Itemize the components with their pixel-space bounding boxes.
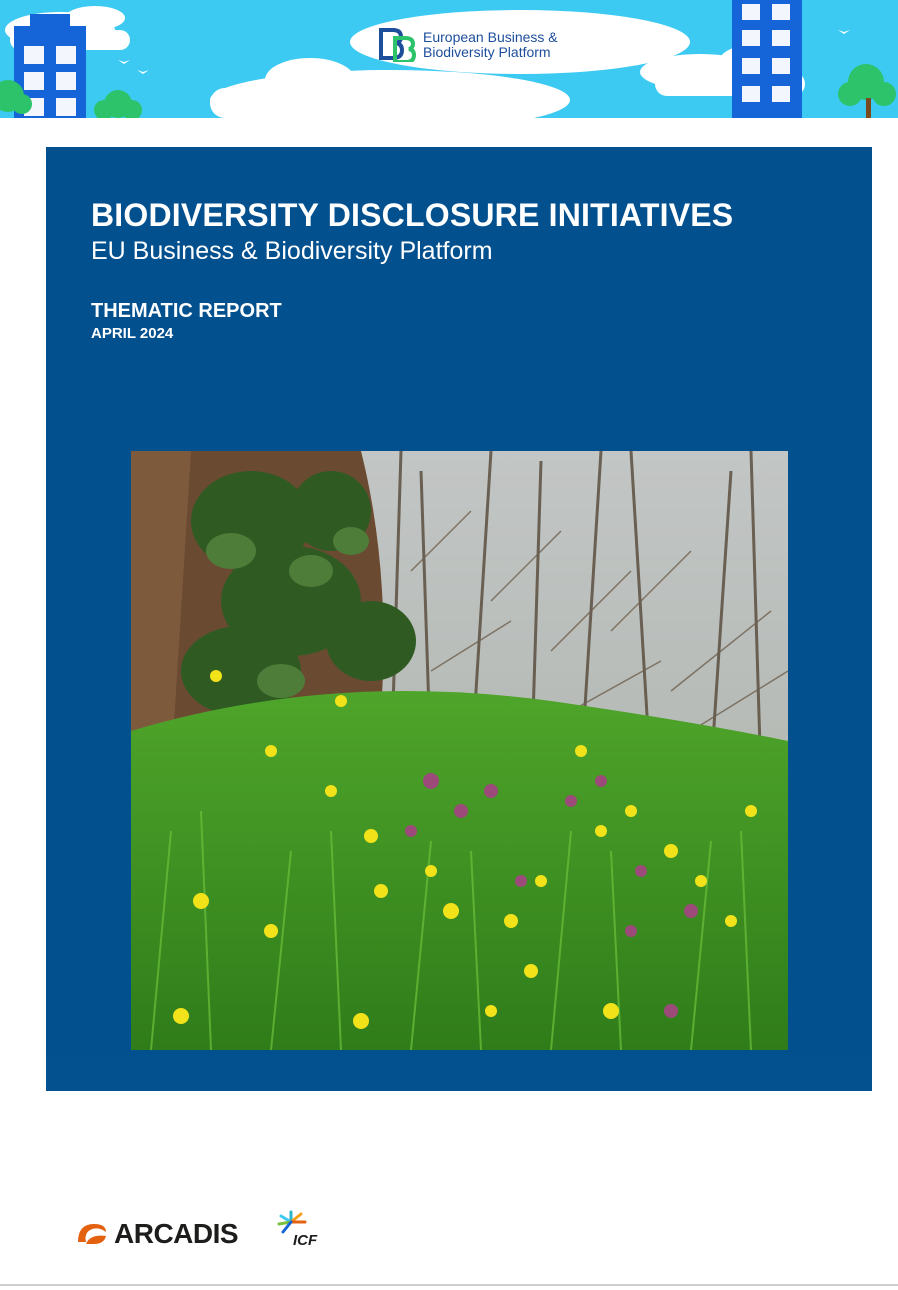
- meadow-photo-illustration: [131, 451, 788, 1050]
- bb-logo-icon: [379, 28, 417, 62]
- cover-panel: [46, 147, 872, 1091]
- icf-logo: [277, 1210, 327, 1250]
- cover-photo: [131, 451, 788, 1050]
- logo-line-2: Biodiversity Platform: [423, 44, 551, 60]
- report-subtitle: EU Business & Biodiversity Platform: [91, 237, 493, 265]
- arcadis-wordmark: ARCADIS: [114, 1218, 239, 1249]
- arcadis-mark-icon: [76, 1222, 108, 1246]
- platform-logo: [355, 14, 695, 76]
- report-date: APRIL 2024: [91, 325, 174, 342]
- page-bottom-rule: [0, 1284, 898, 1286]
- right-building: [732, 0, 802, 118]
- arcadis-logo: [76, 1216, 238, 1252]
- icf-wordmark: ICF: [293, 1232, 318, 1249]
- header-banner: [0, 0, 898, 118]
- logo-line-1: European Business &: [423, 29, 558, 45]
- report-title: BIODIVERSITY DISCLOSURE INITIATIVES: [91, 197, 734, 233]
- report-type: THEMATIC REPORT: [91, 300, 282, 322]
- cover-bottom-strip: [46, 1055, 872, 1091]
